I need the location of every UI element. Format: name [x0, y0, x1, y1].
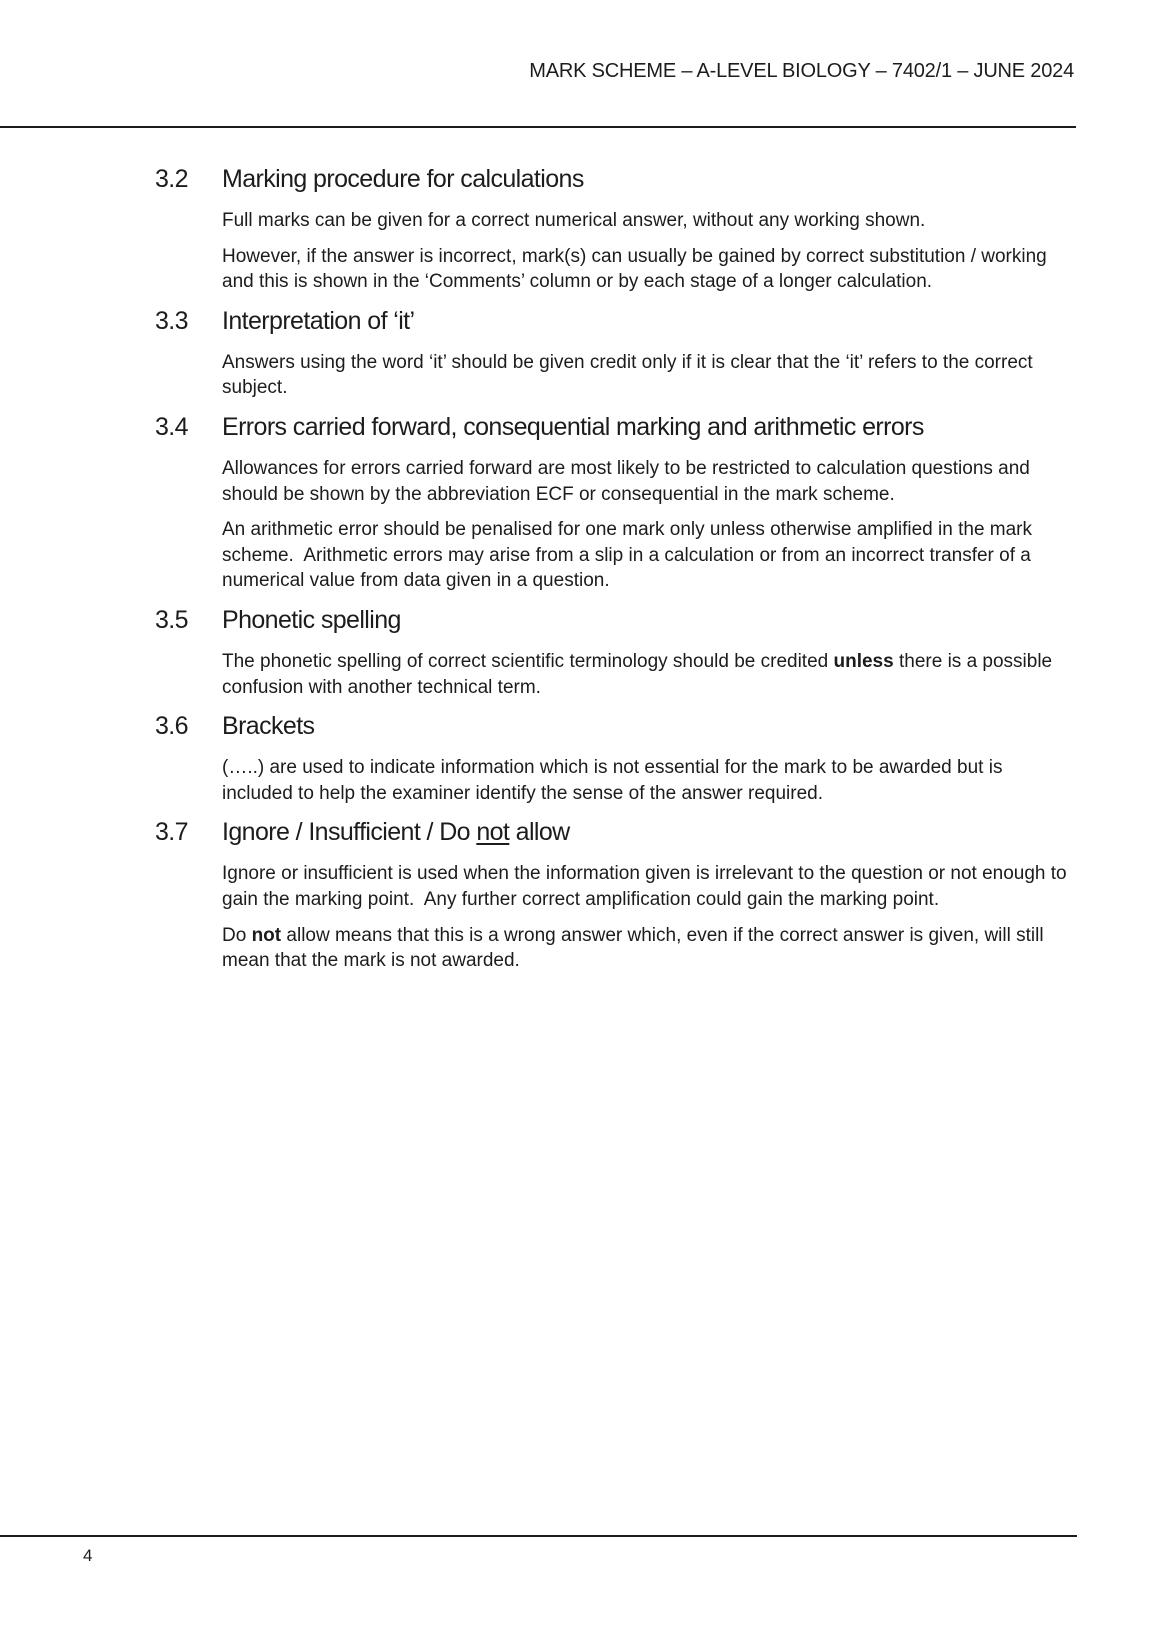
- section-title: [222, 710, 1076, 743]
- section-3.5: [155, 604, 1076, 710]
- section-3.2: [155, 163, 1076, 305]
- section-number: 3.2: [155, 165, 188, 193]
- section-body: [222, 710, 1076, 816]
- section-number: 3.4: [155, 412, 188, 441]
- section-title: [222, 163, 1076, 196]
- section-body: [222, 305, 1076, 411]
- underlined-text: not: [476, 818, 510, 847]
- section-title: [222, 604, 1076, 637]
- text-run: allow means that this is a wrong answer which, even if the correct answer is given, will still mean that the mark is not awarded.: [222, 924, 1049, 972]
- section-title: [222, 305, 1076, 338]
- sections-container: [155, 163, 1076, 984]
- section-number: 3.3: [155, 306, 188, 335]
- text-run: However, if the answer is incorrect, mark(s) can usually be gained by correct substitution / working and this is shown in the ‘Comments’ column or by each stage of a longer calculation.: [222, 245, 1053, 293]
- page-header: [0, 0, 1076, 128]
- section-body: [222, 163, 1076, 305]
- page-number: 4: [83, 1546, 93, 1565]
- section-paragraph: [222, 456, 1076, 507]
- section-title: [222, 411, 1076, 444]
- section-3.3: [155, 305, 1076, 411]
- bold-text: unless: [833, 650, 894, 672]
- section-paragraph: [222, 517, 1076, 594]
- section-paragraph: [222, 208, 1076, 234]
- section-title: [222, 816, 1076, 849]
- section-body: [222, 604, 1076, 710]
- section-paragraph: [222, 244, 1076, 295]
- section-paragraph: [222, 755, 1076, 806]
- section-3.4: [155, 411, 1076, 604]
- text-run: (…..) are used to indicate information which is not essential for the mark to be awarded but is included to help the examiner identify the sense of the answer required.: [222, 757, 1008, 804]
- page-content: [155, 163, 1076, 984]
- text-run: Brackets: [222, 712, 315, 741]
- footer-rule: [0, 1535, 1077, 1537]
- text-run: Phonetic spelling: [222, 605, 401, 634]
- text-run: Ignore or insufficient is used when the information given is irrelevant to the question or not enough to gain the marking point. Any further correct amplification could gain the marking point.: [222, 863, 1072, 910]
- text-run: Interpretation of ‘it’: [222, 306, 415, 335]
- section-body: [222, 816, 1076, 983]
- text-run: allow: [509, 818, 570, 847]
- section-body: [222, 411, 1076, 604]
- section-paragraph: [222, 350, 1076, 401]
- text-run: Do: [222, 924, 252, 946]
- text-run: Marking procedure for calculations: [222, 165, 584, 193]
- text-run: An arithmetic error should be penalised for one mark only unless otherwise amplified in the mark scheme. Arithmetic errors may arise from a slip in a calculation or from an incorrect transfer of a numerical value from data given in a question.: [222, 519, 1038, 592]
- section-3.7: [155, 816, 1076, 983]
- section-paragraph: [222, 861, 1076, 912]
- text-run: Allowances for errors carried forward are most likely to be restricted to calculation questions and should be shown by the abbreviation ECF or consequential in the mark scheme.: [222, 457, 1036, 505]
- section-paragraph: [222, 923, 1076, 974]
- text-run: Full marks can be given for a correct numerical answer, without any working shown.: [222, 210, 926, 231]
- header-title: MARK SCHEME – A-LEVEL BIOLOGY – 7402/1 – JUNE 2024: [529, 60, 1074, 82]
- section-number: 3.6: [155, 712, 188, 741]
- text-run: Ignore / Insufficient / Do: [222, 818, 477, 847]
- text-run: Answers using the word ‘it’ should be given credit only if it is clear that the ‘it’ refers to the correct subject.: [222, 351, 1038, 399]
- section-number: 3.7: [155, 818, 188, 847]
- section-paragraph: [222, 649, 1076, 700]
- text-run: there is a possible confusion with another technical term.: [222, 650, 1058, 698]
- text-run: Errors carried forward, consequential marking and arithmetic errors: [222, 412, 924, 441]
- section-3.6: [155, 710, 1076, 816]
- bold-text: not: [251, 924, 282, 946]
- section-number: 3.5: [155, 605, 188, 634]
- text-run: The phonetic spelling of correct scientific terminology should be credited: [222, 650, 834, 672]
